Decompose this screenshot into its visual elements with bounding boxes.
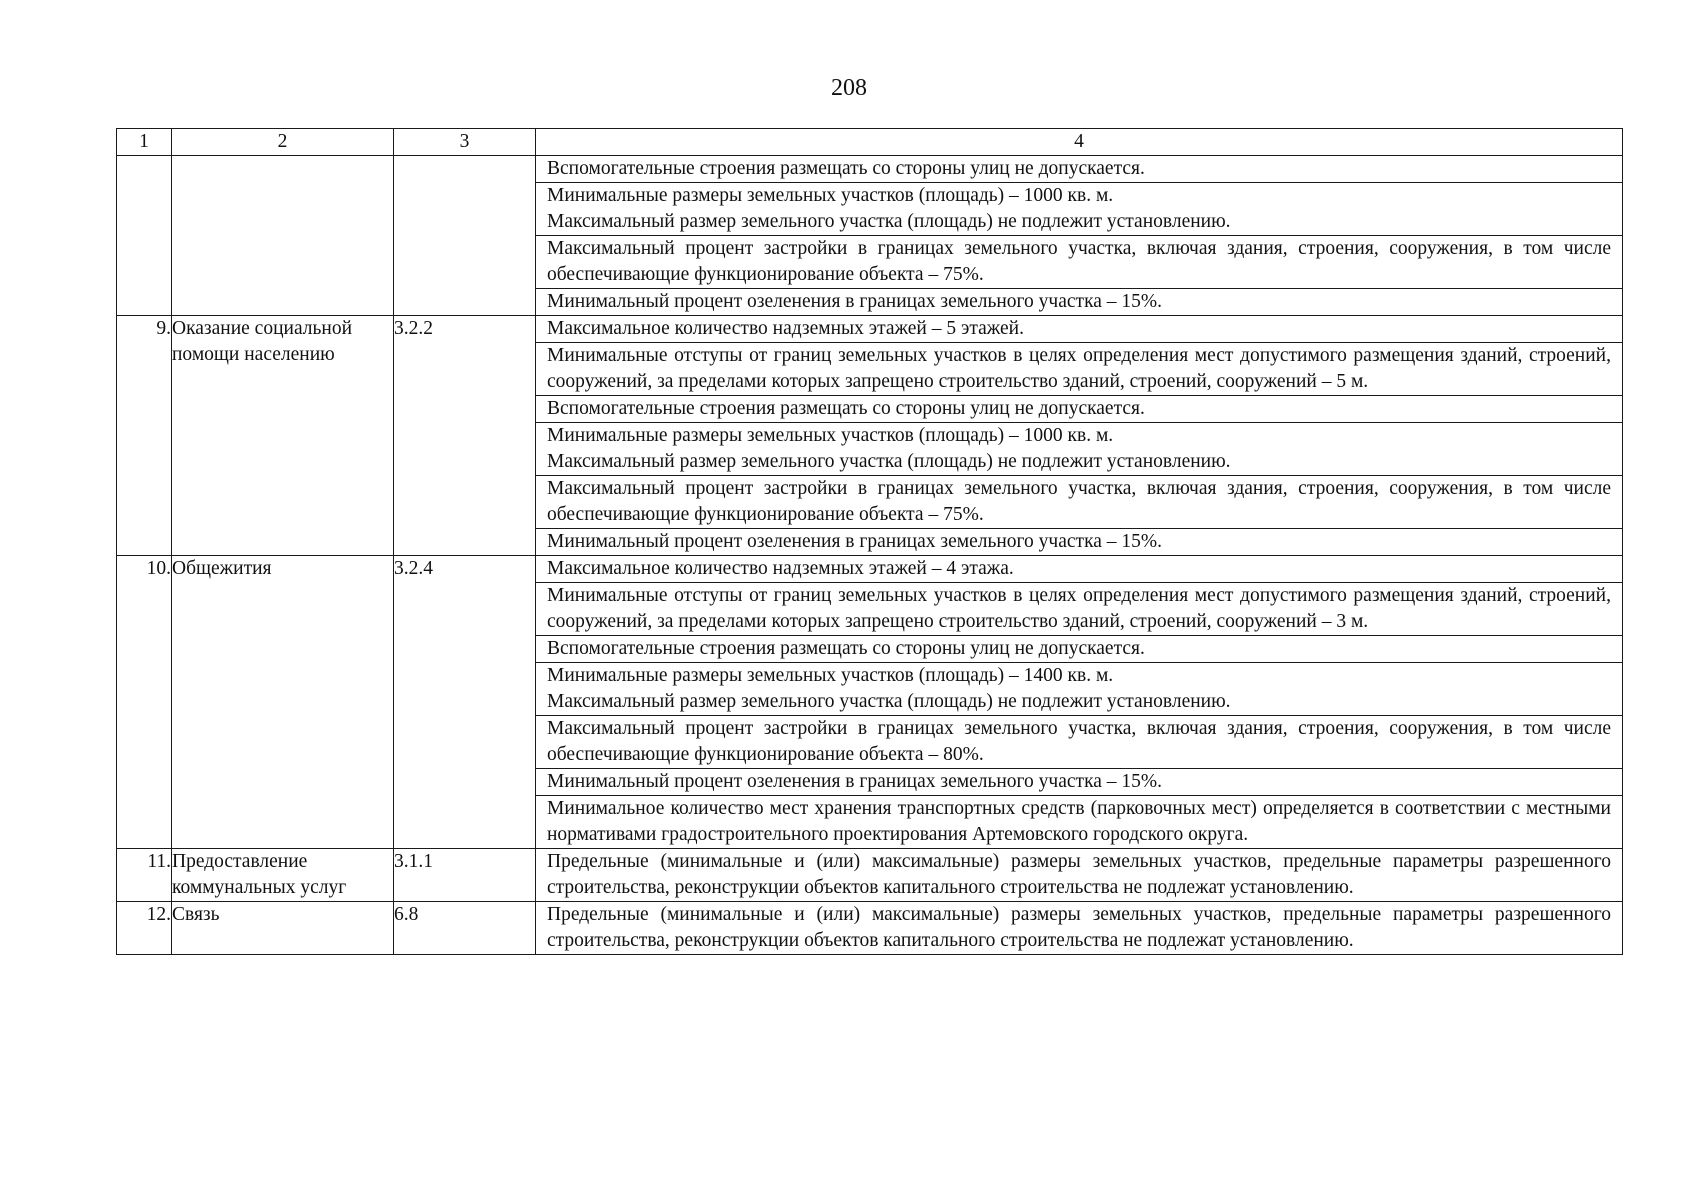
header-col-2: 2 <box>172 129 394 156</box>
table-row <box>117 849 1623 902</box>
land-use-code: 3.2.4 <box>394 556 536 849</box>
header-col-1: 1 <box>117 129 172 156</box>
parameter-text: Максимальный размер земельного участка (площадь) не подлежит установлению. <box>547 691 1231 712</box>
row-number: 10. <box>117 556 172 849</box>
header-col-4: 4 <box>536 129 1623 156</box>
parameter-text: Минимальный процент озеленения в границах земельного участка – 15%. <box>547 531 1163 552</box>
parameter-item <box>536 235 1622 288</box>
parameter-item <box>536 556 1622 582</box>
parameter-item <box>536 316 1622 342</box>
parameter-item <box>536 395 1622 422</box>
parameter-item <box>536 795 1622 848</box>
parameter-text: Минимальные отступы от границ земельных участков в целях определения мест допустимого размещения зданий, строений, сооружений, за пределами которых запрещено строительство зданий, строений, сооружений – 3 м. <box>547 585 1611 632</box>
parameter-item <box>536 768 1622 795</box>
parameter-item <box>536 635 1622 662</box>
parameter-item <box>536 902 1622 954</box>
parameter-item <box>536 582 1622 635</box>
parameters-cell <box>536 556 1623 849</box>
parameter-item <box>536 422 1622 475</box>
land-use-code: 6.8 <box>394 902 536 955</box>
row-number <box>117 156 172 316</box>
land-use-code <box>394 156 536 316</box>
parameter-text: Вспомогательные строения размещать со стороны улиц не допускается. <box>547 638 1145 659</box>
parameter-text: Максимальный размер земельного участка (площадь) не подлежит установлению. <box>547 451 1231 472</box>
parameter-text: Максимальное количество надземных этажей – 4 этажа. <box>547 558 1014 579</box>
parameter-item <box>536 342 1622 395</box>
parameters-cell <box>536 156 1623 316</box>
land-use-name: Предоставление коммунальных услуг <box>172 849 394 902</box>
parameter-text: Максимальный размер земельного участка (площадь) не подлежит установлению. <box>547 211 1231 232</box>
row-number: 11. <box>117 849 172 902</box>
parameter-text: Минимальное количество мест хранения транспортных средств (парковочных мест) определяется в соответствии с местными нормативами градостроительного проектирования Артемовского городского округа. <box>547 798 1611 845</box>
land-use-name: Общежития <box>172 556 394 849</box>
table-row <box>117 902 1623 955</box>
land-use-name <box>172 156 394 316</box>
parameter-item <box>536 849 1622 901</box>
parameter-item <box>536 715 1622 768</box>
parameters-cell <box>536 849 1623 902</box>
parameter-text: Максимальный процент застройки в границах земельного участка, включая здания, строения, сооружения, в том числе обеспечивающие функционирование объекта – 75%. <box>547 238 1611 285</box>
parameter-item <box>536 475 1622 528</box>
land-use-code: 3.2.2 <box>394 316 536 556</box>
parameter-item <box>536 662 1622 715</box>
parameter-text: Предельные (минимальные и (или) максимальные) размеры земельных участков, предельные параметры разрешенного строительства, реконструкции объектов капитального строительства не подлежат установлению. <box>547 904 1611 951</box>
page-number: 208 <box>831 75 867 101</box>
land-use-code: 3.1.1 <box>394 849 536 902</box>
parameter-text: Предельные (минимальные и (или) максимальные) размеры земельных участков, предельные параметры разрешенного строительства, реконструкции объектов капитального строительства не подлежат установлению. <box>547 851 1611 898</box>
parameter-text: Максимальный процент застройки в границах земельного участка, включая здания, строения, сооружения, в том числе обеспечивающие функционирование объекта – 75%. <box>547 478 1611 525</box>
table-body <box>117 156 1623 955</box>
parameters-cell <box>536 902 1623 955</box>
table-row <box>117 556 1623 849</box>
parameter-text: Вспомогательные строения размещать со стороны улиц не допускается. <box>547 158 1145 179</box>
header-col-3: 3 <box>394 129 536 156</box>
table-header-row <box>117 129 1623 156</box>
land-use-name: Связь <box>172 902 394 955</box>
parameter-item <box>536 182 1622 235</box>
table-row <box>117 156 1623 316</box>
parameter-item <box>536 156 1622 182</box>
parameter-text: Минимальный процент озеленения в границах земельного участка – 15%. <box>547 291 1163 312</box>
parameter-text: Минимальные размеры земельных участков (площадь) – 1000 кв. м. <box>547 425 1114 446</box>
table-row <box>117 316 1623 556</box>
parameter-text: Минимальные размеры земельных участков (площадь) – 1400 кв. м. <box>547 665 1114 686</box>
parameter-text: Вспомогательные строения размещать со стороны улиц не допускается. <box>547 398 1145 419</box>
parameter-text: Минимальные отступы от границ земельных участков в целях определения мест допустимого размещения зданий, строений, сооружений, за пределами которых запрещено строительство зданий, строений, сооружений – 5 м. <box>547 345 1611 392</box>
row-number: 12. <box>117 902 172 955</box>
parameter-text: Максимальный процент застройки в границах земельного участка, включая здания, строения, сооружения, в том числе обеспечивающие функционирование объекта – 80%. <box>547 718 1611 765</box>
parameter-text: Минимальный процент озеленения в границах земельного участка – 15%. <box>547 771 1163 792</box>
parameter-text: Минимальные размеры земельных участков (площадь) – 1000 кв. м. <box>547 185 1114 206</box>
regulations-table <box>116 128 1623 955</box>
parameter-item <box>536 288 1622 315</box>
row-number: 9. <box>117 316 172 556</box>
parameter-text: Максимальное количество надземных этажей – 5 этажей. <box>547 318 1024 339</box>
land-use-name: Оказание социальной помощи населению <box>172 316 394 556</box>
parameters-cell <box>536 316 1623 556</box>
parameter-item <box>536 528 1622 555</box>
